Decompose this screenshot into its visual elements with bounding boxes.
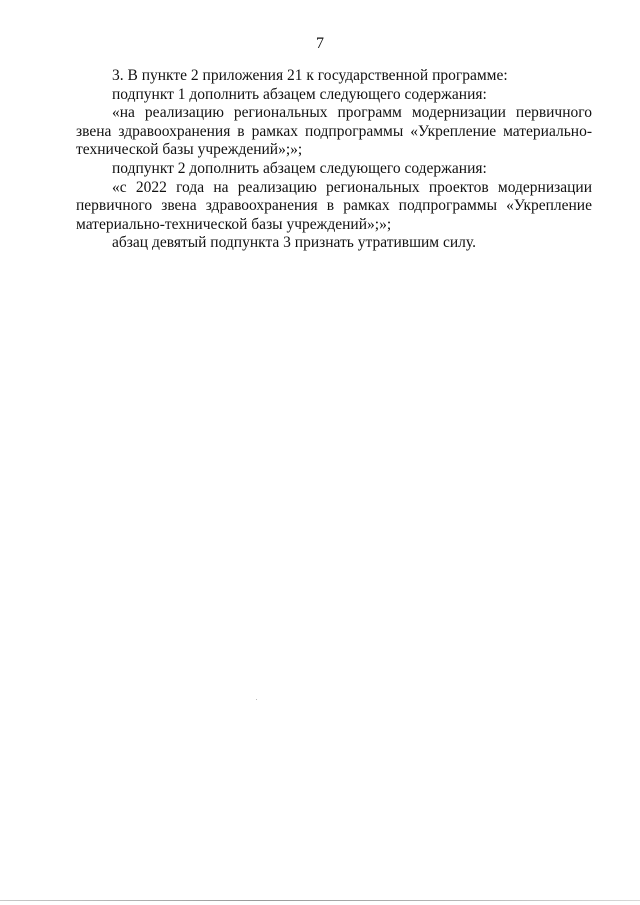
paragraph-item-3-heading: 3. В пункте 2 приложения 21 к государственной программе: [112, 67, 508, 84]
paragraph-subitem-1-quote: «на реализацию региональных программ модернизации первичного звена здравоохранения в рамках подпрограммы «Укрепление материально-технической базы учреждений»;»; [76, 104, 592, 159]
paragraph-subitem-3-repeal: абзац девятый подпункта 3 признать утратившим силу. [112, 234, 476, 252]
scan-bottom-edge [0, 900, 640, 901]
document-body [76, 67, 592, 253]
paragraph-subitem-2-quote: «с 2022 года на реализацию региональных проектов модернизации первичного звена здравоохранения в рамках подпрограммы «Укрепление материально-технической базы учреждений»;»; [76, 178, 592, 233]
paragraph-subitem-2-instruction: подпункт 2 дополнить абзацем следующего содержания: [112, 159, 487, 177]
scan-speck [256, 699, 257, 700]
page-number: 7 [316, 35, 324, 52]
paragraph-subitem-1-instruction: подпункт 1 дополнить абзацем следующего содержания: [112, 85, 487, 103]
